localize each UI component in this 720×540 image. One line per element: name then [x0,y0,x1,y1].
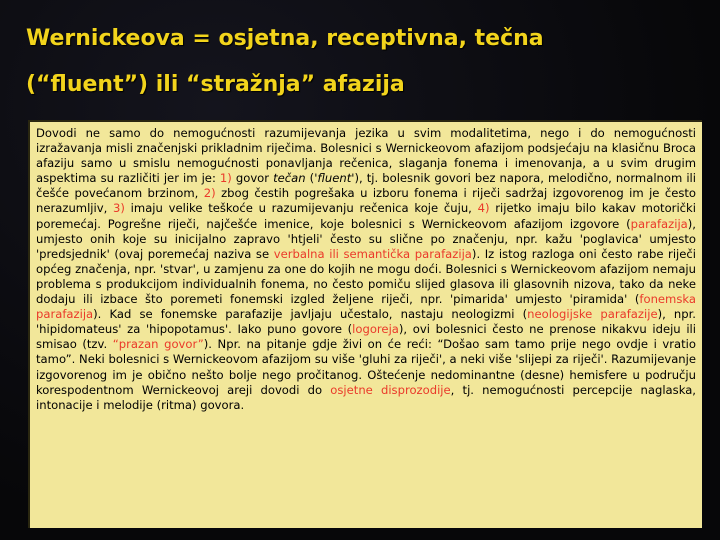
text-run: '), tj. bolesnik govori bez napora, melodično, normalnom ili češće povećanom brzinom, [36,171,696,201]
title-line-1: Wernickeova = osjetna, receptivna, tečna [26,26,544,51]
text-run: (' [305,171,318,186]
body-text-box [28,120,702,528]
term-italic: fluent [317,171,352,186]
highlight-term: neologijske parafazije [527,307,658,322]
text-run: ), ovi bolesnici često ne prenose nikakvu ideju ili smisao (tzv. [36,322,696,352]
list-number: 1) [219,171,232,186]
highlight-term: logoreja [352,322,399,337]
highlight-term: osjetne disprozodije [330,382,451,397]
text-run: rijetko imaju bilo kakav motorički poremećaj. Pogrešne riječi, najčešće imenice, koje bolesnici s Wernickeovom afazijom izgovore ( [36,201,696,231]
list-number: 2) [203,186,216,201]
text-run: imaju velike teškoće u razumijevanju rečenica koje čuju, [124,201,478,216]
text-run: ), npr. 'hipidomateus' za 'hipopotamus'. Iako puno govore ( [36,307,696,337]
highlight-term: “prazan govor” [112,337,204,352]
highlight-term: fonemska parafazija [36,292,696,322]
slide-title [26,16,706,108]
title-line-2: (“fluent”) ili “stražnja” afazija [26,72,405,97]
text-run: ). Iz istog razloga oni često rabe riječi općeg značenja, npr. 'stvar', u zamjenu za one do kojih ne mogu doći. Bolesnici s Wernickeovom afazijom nemaju problema s produkcijom individualnih fonema, no često pomiču slijed glasova ili glasovnih nizova, tako da neke dodaju ili izbace što poremeti fonemski izgled željene riječi, npr. 'pimarida' umjesto 'piramida' ( [36,246,696,307]
text-run: ). Npr. na pitanje gdje živi on će reći: “Došao sam tamo prije nego ovdje i vratio tamo”. Neki bolesnici s Wernickeovom afazijom su više 'gluhi za riječi', a neki više 'slijepi za riječi'. Razumijevanje izgovorenog im je obično nešto bolje nego pročitanog. Oštećenje nedominantne (desne) hemisfere u području korespodentnom Wernickeovoj areji dovodi do [36,337,696,397]
text-run: Dovodi ne samo do nemogućnosti razumijevanja jezika u svim modalitetima, nego i do nemogućnosti izražavanja misli značenjski prikladnim riječima. Bolesnici s Wernickeovom afazijom podsjećaju na klasičnu Broca afaziju samo u smislu nemogućnosti ponavljanja rečenica, slaganja fonema i imenovanja, a u svim drugim aspektima su različiti jer im je: [36,126,696,186]
text-run: , tj. nemogućnosti percepcije naglaska, intonacije i melodije (ritma) govora. [36,382,696,412]
text-run: ). Kad se fonemske parafazije javljaju učestalo, nastaju neologizmi ( [93,307,528,322]
text-run: ), umjesto onih koje su inicijalno zapravo 'htjeli' često su slične po značenju, npr. kažu 'poglavica' umjesto 'predsjednik' (ovaj poremećaj naziva se [36,216,696,261]
text-run: govor [231,171,274,186]
list-number: 3) [113,201,125,216]
highlight-term: verbalna ili semantička parafazija [273,246,472,261]
text-run: zbog čestih pogrešaka u izboru fonema i riječi sadržaj izgovorenog im je često nerazumljiv, [36,186,697,216]
body-paragraph [28,120,702,413]
term-italic: tečan [273,171,306,186]
list-number: 4) [477,201,490,216]
highlight-term: parafazija [630,216,688,231]
